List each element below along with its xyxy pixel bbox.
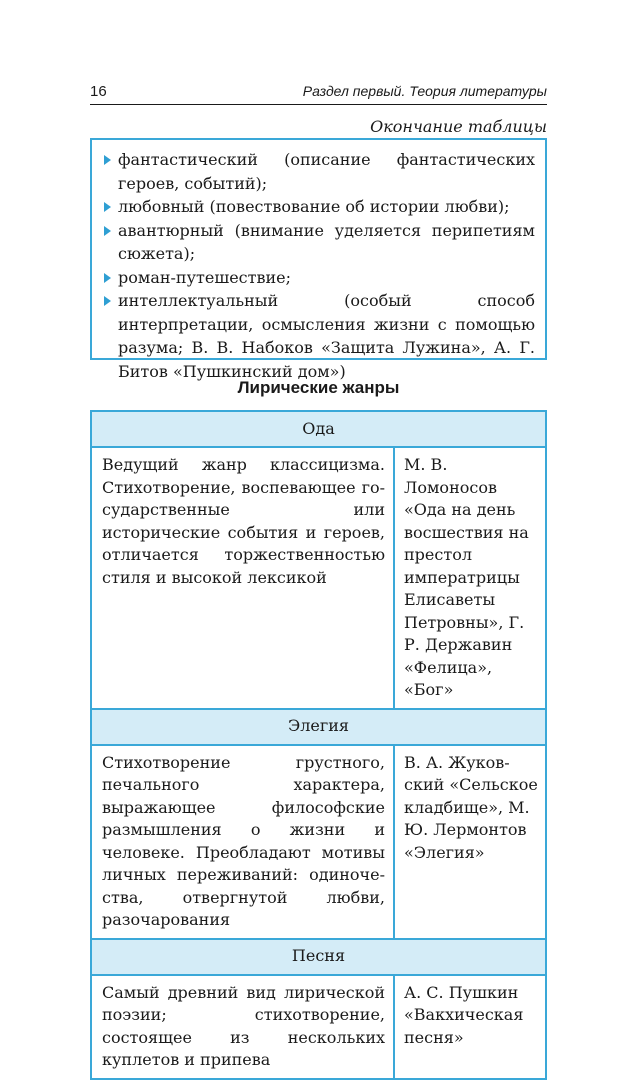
genre-examples: В. А. Жуковский «Сельское кладбище», М. Ю. Лермонтов «Элегия» <box>394 745 546 939</box>
genre-header-row <box>91 939 546 975</box>
list-item <box>104 195 535 219</box>
genre-examples: М. В. Ломоносов «Ода на день восшествия на престол императрицы Елисаветы Петровны», Г. Р. Державин «Фелица», «Бог» <box>394 447 546 709</box>
bullet-arrow-icon <box>104 226 111 236</box>
genre-header-row <box>91 709 546 745</box>
lyric-genres-heading: Лирические жанры <box>237 378 400 397</box>
bullet-arrow-icon <box>104 273 111 283</box>
list-item-text: фантастический (описание фантастических героев, событий); <box>118 150 535 193</box>
lyric-genres-table <box>90 410 547 1080</box>
bullet-arrow-icon <box>104 296 111 306</box>
list-item <box>104 219 535 266</box>
genre-name: Песня <box>91 939 546 975</box>
table-end-label: Окончание таблицы <box>370 117 547 136</box>
list-item <box>104 289 535 383</box>
section-title: Раздел первый. Теория литературы <box>302 83 547 99</box>
genre-description: Стихотворение грустного, печального характера, выражающее философские размышления о жизни и человеке. Преобладают мотивы личных переживаний: одиночества, отвергнутой любви, разочарования <box>91 745 394 939</box>
bullet-arrow-icon <box>104 155 111 165</box>
page-header <box>90 83 547 103</box>
list-item <box>104 266 535 290</box>
header-divider <box>90 104 547 105</box>
list-item <box>104 148 535 195</box>
list-item-text: интеллектуальный (особый способ интерпретации, осмысления жизни с помощью разума; В. В. Набоков «Защита Лужина», А. Г. Битов «Пушкинский дом») <box>118 291 535 381</box>
bullet-arrow-icon <box>104 202 111 212</box>
prose-genres-list <box>104 148 535 383</box>
genre-name: Ода <box>91 411 546 447</box>
genre-header-row <box>91 411 546 447</box>
genre-description: Самый древний вид лирической поэзии; стихотворение, состоящее из нескольких куплетов и припева <box>91 975 394 1079</box>
list-item-text: роман-путешествие; <box>118 267 292 287</box>
table-row <box>91 745 546 939</box>
table-row <box>91 447 546 709</box>
table-row <box>91 975 546 1079</box>
genre-name: Элегия <box>91 709 546 745</box>
list-item-text: любовный (повествование об истории любви); <box>118 197 510 216</box>
prose-genres-box <box>90 138 547 381</box>
page-number: 16 <box>90 83 107 100</box>
list-item-text: авантюрный (внимание уделяется перипетиям сюжета); <box>118 220 535 263</box>
genre-description: Ведущий жанр классицизма. Стихотворение, воспевающее государственные или исторические события и героев, отличается торжественностью стиля и высокой лексикой <box>91 447 394 709</box>
genre-examples: А. С. Пушкин «Вакхическая песня» <box>394 975 546 1079</box>
